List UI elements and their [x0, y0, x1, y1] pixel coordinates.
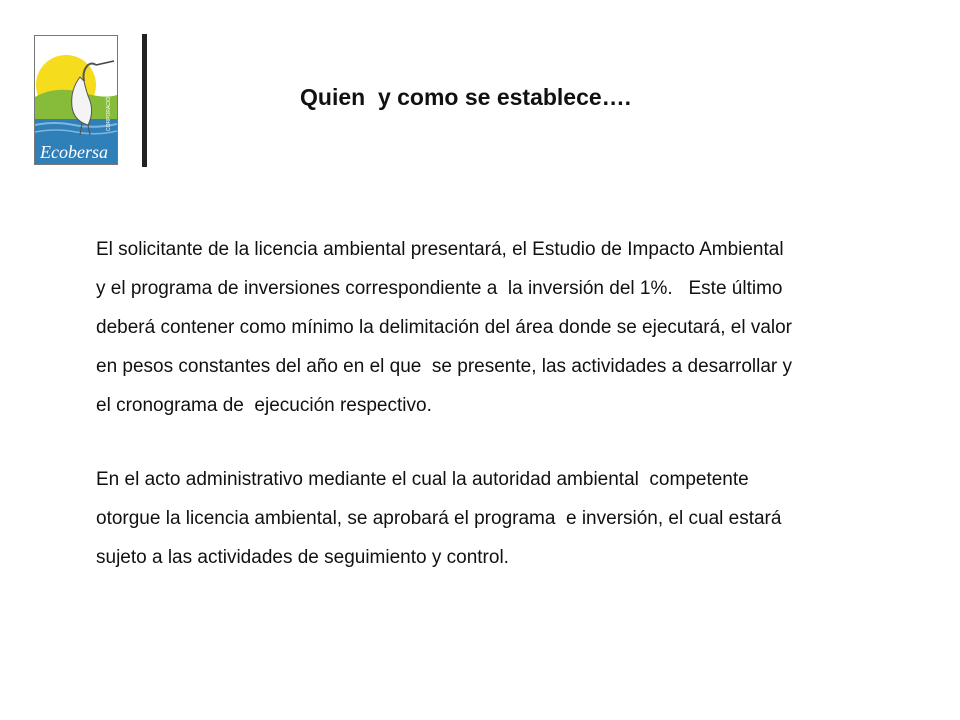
paragraph-line: En el acto administrativo mediante el cual la autoridad ambiental competente	[96, 469, 749, 490]
paragraph-line: y el programa de inversiones correspondiente a la inversión del 1%. Este último	[96, 278, 783, 299]
page-title: Quien y como se establece….	[300, 84, 632, 110]
paragraph-line: el cronograma de ejecución respectivo.	[96, 395, 432, 416]
logo-top-text: CORPORACIÓN	[106, 93, 112, 131]
paragraph-line: deberá contener como mínimo la delimitación del área donde se ejecutará, el valor	[96, 317, 793, 338]
paragraph-1	[96, 240, 916, 435]
paragraph-line: en pesos constantes del año en el que se presente, las actividades a desarrollar y	[96, 356, 793, 377]
ecobersa-logo	[34, 35, 118, 165]
logo-name: Ecobersa	[40, 142, 108, 162]
paragraph-line: otorgue la licencia ambiental, se aprobará el programa e inversión, el cual estará	[96, 508, 782, 529]
paragraph-2	[96, 470, 916, 587]
paragraph-line: El solicitante de la licencia ambiental presentará, el Estudio de Impacto Ambiental	[96, 239, 784, 260]
paragraph-line: sujeto a las actividades de seguimiento y control.	[96, 547, 509, 568]
logo-graphic	[34, 35, 118, 165]
vertical-divider	[142, 34, 147, 167]
